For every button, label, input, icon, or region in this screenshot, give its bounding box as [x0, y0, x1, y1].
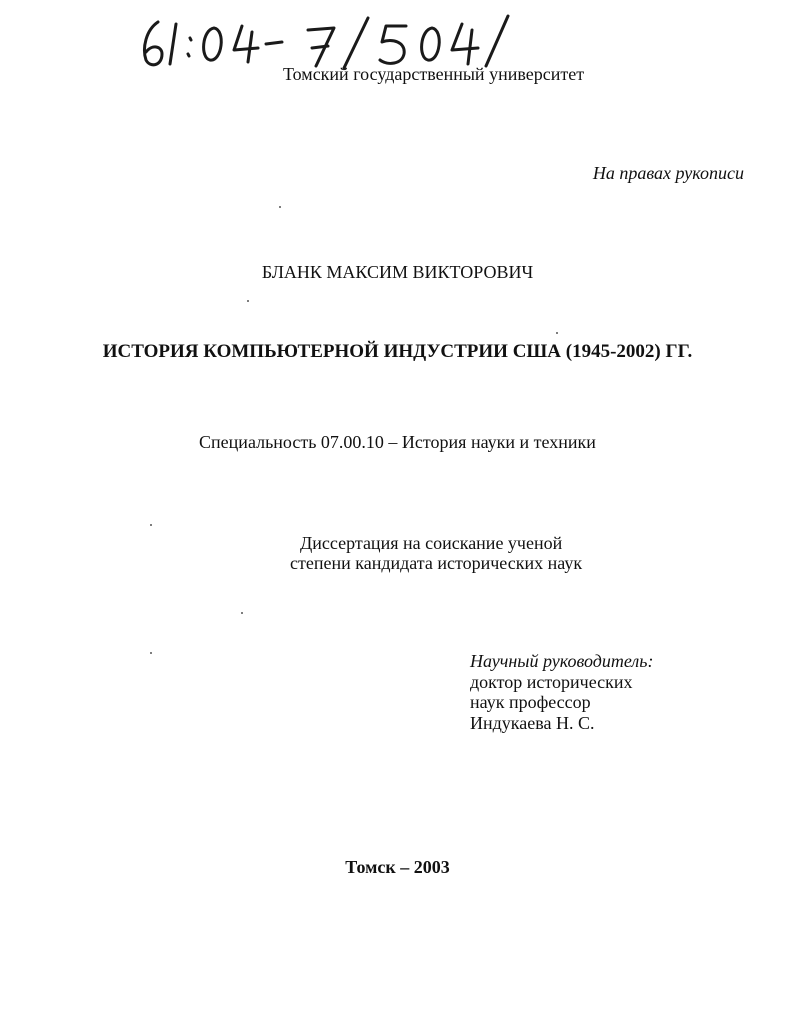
scan-speck: [150, 524, 152, 526]
scan-speck: [279, 206, 281, 208]
scan-speck: [241, 612, 243, 614]
scan-speck: [150, 652, 152, 654]
scan-speck: [556, 332, 558, 334]
author-name: БЛАНК МАКСИМ ВИКТОРОВИЧ: [261, 262, 534, 282]
city-year: Томск – 2003: [345, 857, 450, 877]
dissertation-line-2: степени кандидата исторических наук: [290, 553, 583, 573]
supervisor-label: Научный руководитель:: [470, 651, 654, 671]
supervisor-degree: доктор исторических: [470, 672, 633, 692]
supervisor-title: наук профессор: [470, 692, 591, 712]
dissertation-title: ИСТОРИЯ КОМПЬЮТЕРНОЙ ИНДУСТРИИ США (1945-2002) ГГ.: [102, 341, 693, 362]
scan-speck: [247, 300, 249, 302]
rights-note: На правах рукописи: [592, 163, 744, 183]
university-name: Томский государственный университет: [283, 64, 585, 84]
supervisor-name: Индукаева Н. С.: [470, 713, 595, 733]
specialty-line: Специальность 07.00.10 – История науки и техники: [199, 432, 596, 452]
dissertation-line-1: Диссертация на соискание ученой: [300, 533, 563, 553]
